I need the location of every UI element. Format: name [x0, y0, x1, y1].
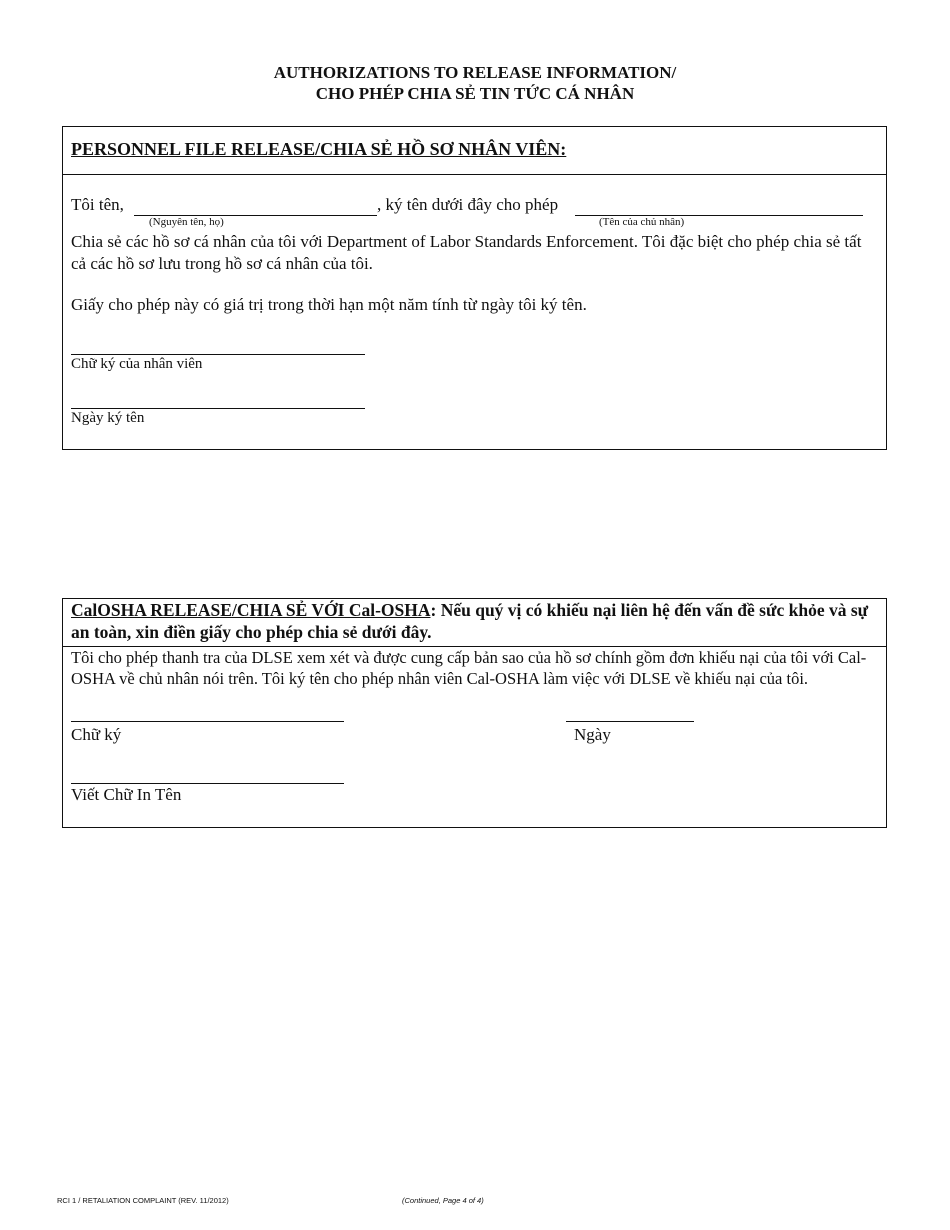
date-signed-label: Ngày ký tên	[71, 410, 145, 426]
i-name-label: Tôi tên,	[71, 195, 124, 214]
personnel-release-heading: PERSONNEL FILE RELEASE/CHIA SẺ HỒ SƠ NHÂN VIÊN:	[71, 139, 567, 159]
calosha-release-section	[62, 598, 887, 828]
calosha-release-paragraph: Tôi cho phép thanh tra của DLSE xem xét và được cung cấp bản sao của hồ sơ chính gồm đơn khiếu nại của tôi với Cal-OSHA về chủ nhân nói trên. Tôi ký tên cho phép nhân viên Cal-OSHA làm việc với DLSE về khiếu nại của tôi.	[71, 648, 867, 688]
sign-below-label: , ký tên dưới đây cho phép	[377, 195, 559, 214]
page-continuation: (Continued, Page 4 of 4)	[402, 1196, 484, 1205]
calosha-date-line[interactable]	[566, 721, 694, 722]
calosha-heading-text: : Nếu quý vị có khiếu nại liên hệ đến vấn đề sức khỏe và sự an toàn, xin điền giấy cho phép chia sẻ dưới đây.	[71, 600, 869, 642]
page-title	[0, 62, 950, 104]
employee-signature-line[interactable]	[71, 354, 365, 355]
personnel-release-header	[63, 127, 886, 175]
calosha-signature-line[interactable]	[71, 721, 344, 722]
personnel-release-paragraph: Chia sẻ các hồ sơ cá nhân của tôi với Department of Labor Standards Enforcement. Tôi đặc biệt cho phép chia sẻ tất cả các hồ sơ lưu trong hồ sơ cá nhân của tôi.	[71, 232, 862, 273]
calosha-release-heading	[71, 599, 871, 643]
title-line-1: AUTHORIZATIONS TO RELEASE INFORMATION/	[273, 63, 677, 82]
calosha-heading-title: CalOSHA RELEASE/CHIA SẺ VỚI Cal-OSHA	[71, 600, 431, 620]
calosha-signature-label: Chữ ký	[71, 725, 122, 744]
calosha-release-header	[63, 599, 886, 647]
form-id: RCI 1 / RETALIATION COMPLAINT (REV. 11/2012)	[57, 1196, 229, 1205]
employer-name-hint: (Tên của chủ nhân)	[599, 216, 685, 228]
calosha-date-label: Ngày	[574, 725, 611, 744]
employee-signature-label: Chữ ký của nhân viên	[71, 356, 203, 372]
validity-paragraph: Giấy cho phép này có giá trị trong thời hạn một năm tính từ ngày tôi ký tên.	[71, 295, 587, 314]
print-name-line[interactable]	[71, 783, 344, 784]
personnel-release-section	[62, 126, 887, 450]
date-signed-line[interactable]	[71, 408, 365, 409]
title-line-2: CHO PHÉP CHIA SẺ TIN TỨC CÁ NHÂN	[315, 84, 635, 103]
full-name-hint: (Nguyên tên, họ)	[149, 216, 224, 228]
print-name-label: Viết Chữ In Tên	[71, 785, 182, 804]
